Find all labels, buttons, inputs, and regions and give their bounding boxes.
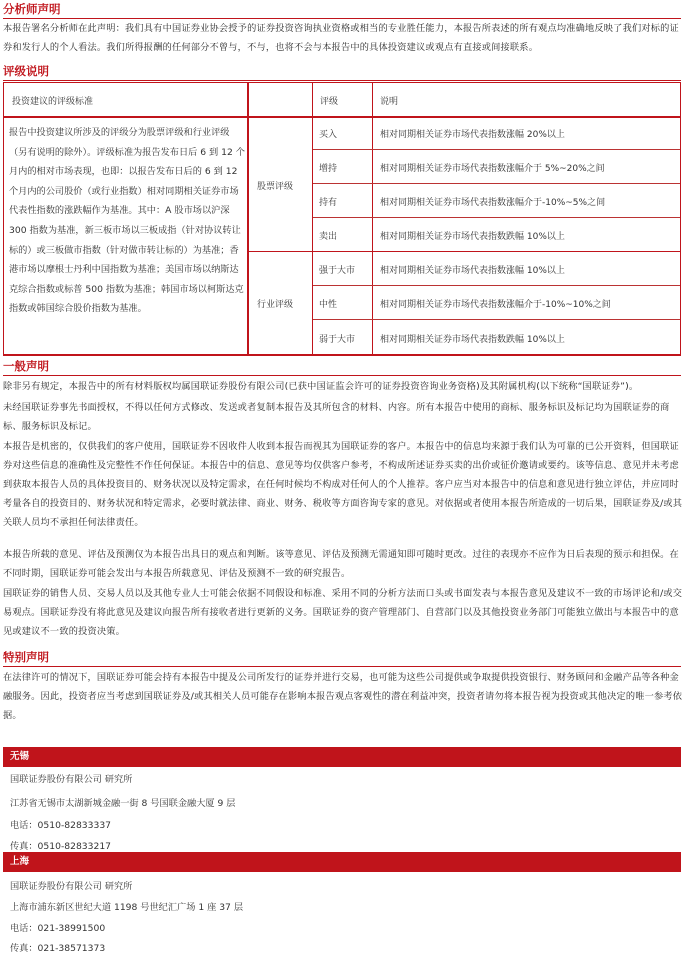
general-statement-title: 一般声明 [3, 359, 49, 373]
special-statement-title: 特别声明 [3, 650, 49, 664]
office-address: 江苏省无锡市太湖新城金融一街 8 号国联金融大厦 9 层 [10, 798, 236, 809]
rating-outperform: 强于大市 [319, 266, 356, 276]
industry-rating-group: 行业评级 [257, 300, 294, 310]
office-bar-shanghai: 上海 [3, 852, 681, 872]
rating-buy: 买入 [319, 130, 338, 140]
general-statement-para: 未经国联证券事先书面授权，不得以任何方式修改、发送或者复制本报告及其所包含的材料、内容。所有本报告中使用的商标、服务标识及标记均为国联证券的商标、服务标识及标记。 [3, 402, 670, 432]
office-phone: 电话：0510-82833337 [10, 820, 112, 831]
title-underline [3, 80, 681, 81]
rating-underperform: 弱于大市 [319, 335, 356, 345]
rating-sell: 卖出 [319, 232, 338, 242]
office-address: 上海市浦东新区世纪大道 1198 号世纪汇广场 1 座 37 层 [10, 902, 244, 913]
rating-overweight: 增持 [319, 164, 338, 174]
title-underline [3, 375, 681, 376]
office-phone: 电话：021-38991500 [10, 923, 106, 934]
general-statement-para: 本报告所载的意见、评估及预测仅为本报告出具日的观点和判断。该等意见、评估及预测无需通知即可随时更改。过往的表现亦不应作为日后表现的预示和担保。在不同时期，国联证券可能会发出与本报告所载意见、评估及预测不一致的研究报告。 [3, 549, 679, 579]
office-fax: 传真：0510-82833217 [10, 841, 112, 852]
office-company: 国联证券股份有限公司 研究所 [10, 774, 133, 785]
rating-table [3, 82, 681, 356]
rating-hold-desc: 相对同期相关证券市场代表指数涨幅介于-10%~5%之间 [380, 198, 606, 208]
title-underline [3, 666, 681, 667]
office-fax: 传真：021-38571373 [10, 943, 106, 954]
analyst-statement-text: 本报告署名分析师在此声明：我们具有中国证券业协会授予的证券投资咨询执业资格或相当的专业胜任能力，本报告所表述的所有观点均准确地反映了我们对标的证券和发行人的个人看法。我们所得报酬的任何部分不曾与，不与，也将不会与本报告中的具体投资建议或观点有直接或间接联系。 [3, 23, 679, 53]
rating-neutral-desc: 相对同期相关证券市场代表指数涨幅介于-10%~10%之间 [380, 300, 611, 310]
general-statement-para: 除非另有规定，本报告中的所有材料版权均属国联证券股份有限公司(已获中国证监会许可的证券投资咨询业务资格)及其附属机构(以下统称“国联证券”)。 [3, 381, 639, 392]
rating-neutral: 中性 [319, 300, 338, 310]
rating-underperform-desc: 相对同期相关证券市场代表指数跌幅 10%以上 [380, 335, 565, 345]
header-rating: 评级 [320, 97, 339, 107]
stock-rating-group: 股票评级 [257, 182, 294, 192]
rating-buy-desc: 相对同期相关证券市场代表指数涨幅 20%以上 [380, 130, 565, 140]
rating-outperform-desc: 相对同期相关证券市场代表指数涨幅 10%以上 [380, 266, 565, 276]
rating-overweight-desc: 相对同期相关证券市场代表指数涨幅介于 5%~20%之间 [380, 164, 605, 174]
office-company: 国联证券股份有限公司 研究所 [10, 881, 133, 892]
general-statement-para: 本报告是机密的，仅供我们的客户使用，国联证券不因收件人收到本报告而视其为国联证券的客户。本报告中的信息均来源于我们认为可靠的已公开资料，但国联证券对这些信息的准确性及完整性不作任何保证。本报告中的信息、意见等均仅供客户参考，不构成所述证券买卖的出价或征价邀请或要约。该等信息、意见并未考虑到获取本报告人员的具体投资目的、财务状况以及特定需求，在任何时候均不构成对任何人的个人推荐。客户应当对本报告中的信息和意见进行独立评估，并应同时考量各自的投资目的、财务状况和特定需求，必要时就法律、商业、财务、税收等方面咨询专家的意见。对依据或者使用本报告所造成的一切后果，国联证券及/或其关联人员均不承担任何法律责任。 [3, 441, 683, 528]
office-bar-wuxi: 无锡 [3, 747, 681, 767]
header-description: 说明 [380, 97, 399, 107]
rating-hold: 持有 [319, 198, 338, 208]
rating-explanation-title: 评级说明 [3, 64, 49, 78]
general-statement-para: 国联证券的销售人员、交易人员以及其他专业人士可能会依据不同假设和标准、采用不同的分析方法而口头或书面发表与本报告意见及建议不一致的市场评论和/或交易观点。国联证券没有将此意见及建议向报告所有接收者进行更新的义务。国联证券的资产管理部门、自营部门以及其他投资业务部门可能独立做出与本报告中的意见或建议不一致的投资决策。 [3, 588, 683, 637]
rating-standard-text: 报告中投资建议所涉及的评级分为股票评级和行业评级（另有说明的除外）。评级标准为报告发布日后 6 到 12 个月内的相对市场表现，也即：以报告发布日后的 6 到 12 个月内的公司股价（或行业指数）相对同期相关证券市场代表性指数的涨跌幅作为基准。其中：A 股市场以沪深 300 指数为基准，新三板市场以三板成指（针对协议转让标的）或三板做市指数（针对做市转让标的）为基准；香港市场以摩根士丹利中国指数为基准；美国市场以纳斯达克综合指数或标普 500 指数为基准；韩国市场以柯斯达克指数或韩国综合股价指数为基准。 [9, 127, 245, 315]
rating-sell-desc: 相对同期相关证券市场代表指数跌幅 10%以上 [380, 232, 565, 242]
analyst-statement-title: 分析师声明 [3, 2, 61, 16]
special-statement-text: 在法律许可的情况下，国联证券可能会持有本报告中提及公司所发行的证券并进行交易，也可能为这些公司提供或争取提供投资银行、财务顾问和金融产品等各种金融服务。因此，投资者应当考虑到国联证券及/或其相关人员可能存在影响本报告观点客观性的潜在利益冲突，投资者请勿将本报告视为投资或其他决定的唯一参考依据。 [3, 672, 683, 721]
header-rating-standard: 投资建议的评级标准 [12, 97, 94, 107]
